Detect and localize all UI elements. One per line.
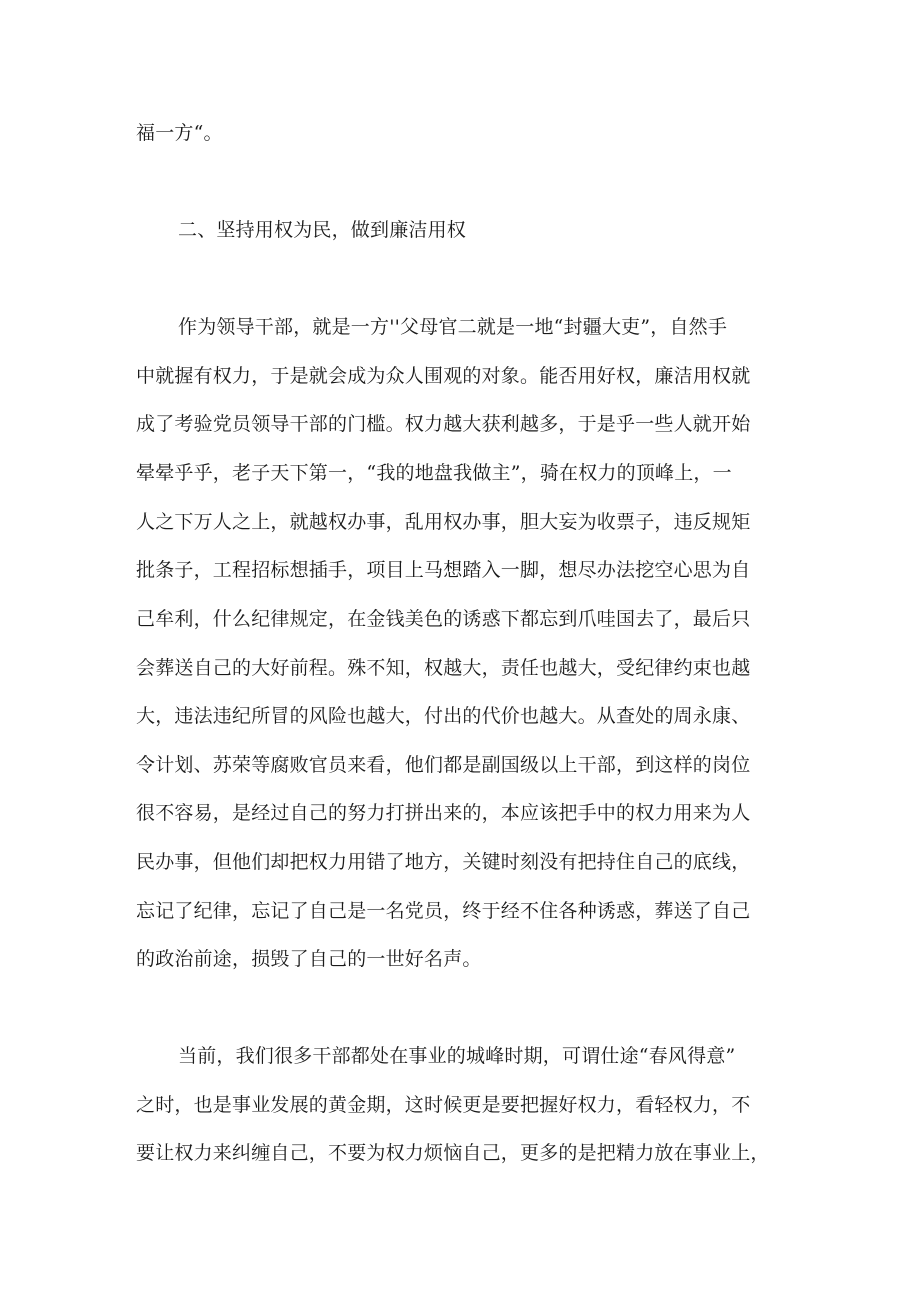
paragraph-line: 福一方“。 xyxy=(136,122,223,144)
paragraph-line: 令计划、苏荣等腐败官员来看，他们都是副国级以上干部，到这样的岗位 xyxy=(136,754,751,776)
paragraph-line: 很不容易，是经过自己的努力打拼出来的，本应该把手中的权力用来为人 xyxy=(136,802,751,824)
paragraph-line: 会葬送自己的大好前程。殊不知，权越大，责任也越大，受纪律约束也越 xyxy=(136,657,751,679)
paragraph-line: 晕晕乎乎，老子天下第一，“我的地盘我做主”，骑在权力的顶峰上，一 xyxy=(136,462,732,484)
paragraph-line: 之时，也是事业发展的黄金期，这时候更是要把握好权力，看轻权力，不 xyxy=(136,1094,751,1116)
paragraph-line: 民办事，但他们却把权力用错了地方，关键时刻没有把持住自己的底线， xyxy=(136,851,751,873)
paragraph-line: 要让权力来纠缠自己，不要为权力烦恼自己，更多的是把精力放在事业上， xyxy=(136,1142,770,1164)
paragraph-line: 己牟利，什么纪律规定，在金钱美色的诱惑下都忘到爪哇国去了，最后只 xyxy=(136,608,751,630)
paragraph-line: 成了考验党员领导干部的门槛。权力越大获利越多，于是乎一些人就开始 xyxy=(136,413,751,435)
paragraph-line: 的政治前途，损毁了自己的一世好名声。 xyxy=(136,948,482,970)
paragraph-line: 当前，我们很多干部都处在事业的城峰时期，可谓仕途“春风得意” xyxy=(178,1045,736,1067)
paragraph-line: 中就握有权力，于是就会成为众人围观的对象。能否用好权，廉洁用权就 xyxy=(136,365,751,387)
paragraph-line: 作为领导干部，就是一方''父母官二就是一地“封疆大吏”，自然手 xyxy=(178,316,728,338)
paragraph-line: 大，违法违纪所冒的风险也越大，付出的代价也越大。从查处的周永康、 xyxy=(136,705,751,727)
section-heading: 二、坚持用权为民，做到廉洁用权 xyxy=(178,219,467,241)
paragraph-line: 人之下万人之上，就越权办事，乱用权办事，胆大妄为收票子，违反规矩 xyxy=(136,511,751,533)
paragraph-line: 忘记了纪律，忘记了自己是一名党员，终于经不住各种诱惑，葬送了自己 xyxy=(136,900,751,922)
paragraph-line: 批条子，工程招标想插手，项目上马想踏入一脚，想尽办法挖空心思为自 xyxy=(136,559,751,581)
